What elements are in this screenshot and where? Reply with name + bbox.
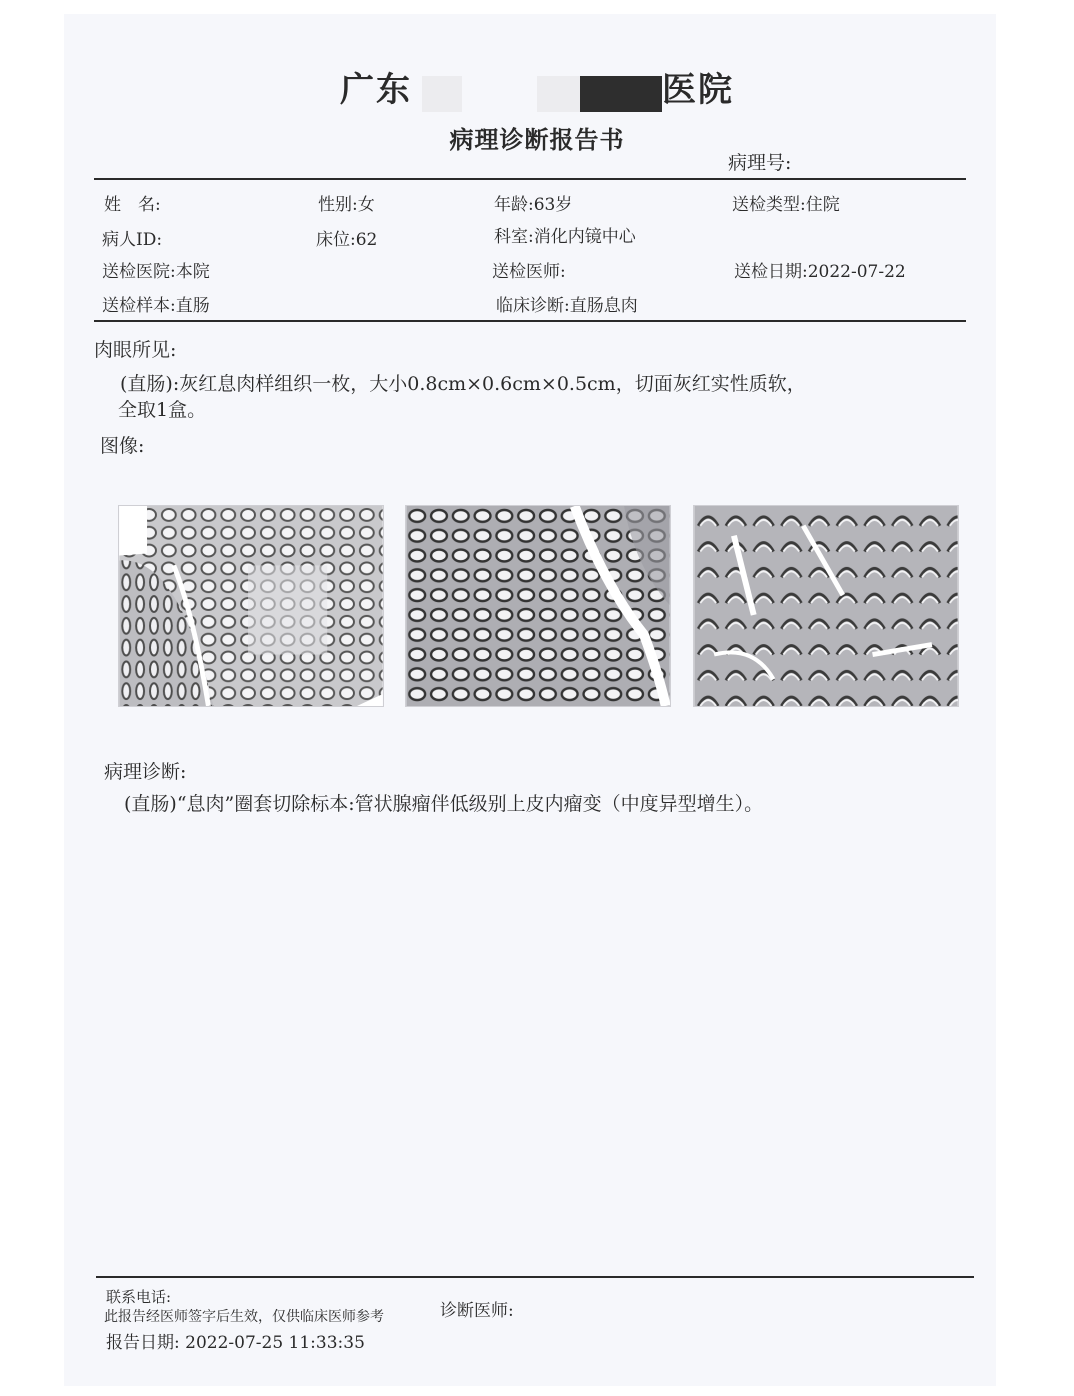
images-heading: 图像: (100, 435, 145, 457)
micrograph-1 (118, 505, 384, 707)
micrograph-3 (693, 505, 959, 707)
exam-type: 送检类型:住院 (732, 195, 840, 215)
report-date: 报告日期: 2022-07-25 11:33:35 (106, 1333, 365, 1353)
report-validity-notice: 此报告经医师签字后生效，仅供临床医师参考 (104, 1309, 384, 1325)
patient-age: 年龄:63岁 (494, 195, 573, 215)
hospital-name (0, 62, 1074, 112)
department: 科室:消化内镜中心 (494, 227, 636, 247)
specimen: 送检样本:直肠 (102, 296, 210, 316)
bed-number: 床位:62 (316, 230, 378, 250)
patient-name-label: 姓 名: (104, 195, 161, 215)
clinical-diagnosis: 临床诊断:直肠息肉 (496, 296, 638, 316)
diagnosis-text: (直肠)“息肉”圈套切除标本:管状腺瘤伴低级别上皮内瘤变（中度异型增生）。 (124, 793, 764, 815)
sending-hospital: 送检医院:本院 (102, 262, 210, 282)
sending-doctor-label: 送检医师: (492, 262, 566, 282)
patient-id-label: 病人ID: (102, 230, 163, 250)
gross-findings-line-2: 全取1盒。 (118, 399, 207, 421)
pathology-number-label: 病理号: (728, 152, 792, 174)
micrograph-2 (405, 505, 671, 707)
gross-findings-line-1: (直肠):灰红息肉样组织一枚，大小0.8cm×0.6cm×0.5cm，切面灰红实性质软， (120, 373, 806, 395)
redacted-hospital-name (412, 72, 662, 112)
diagnosis-heading: 病理诊断: (104, 761, 187, 783)
exam-date: 送检日期:2022-07-22 (734, 262, 906, 282)
top-rule (94, 178, 966, 180)
hospital-name-suffix: 医院 (662, 70, 734, 110)
diagnosing-doctor-label: 诊断医师: (440, 1301, 514, 1321)
contact-phone-label: 联系电话: (106, 1288, 172, 1306)
hospital-name-prefix: 广东 (340, 70, 412, 110)
info-bottom-rule (94, 320, 966, 322)
patient-sex: 性别:女 (318, 195, 375, 215)
footer-rule (96, 1276, 974, 1278)
report-title: 病理诊断报告书 (449, 126, 625, 154)
gross-findings-heading: 肉眼所见: (94, 339, 177, 361)
